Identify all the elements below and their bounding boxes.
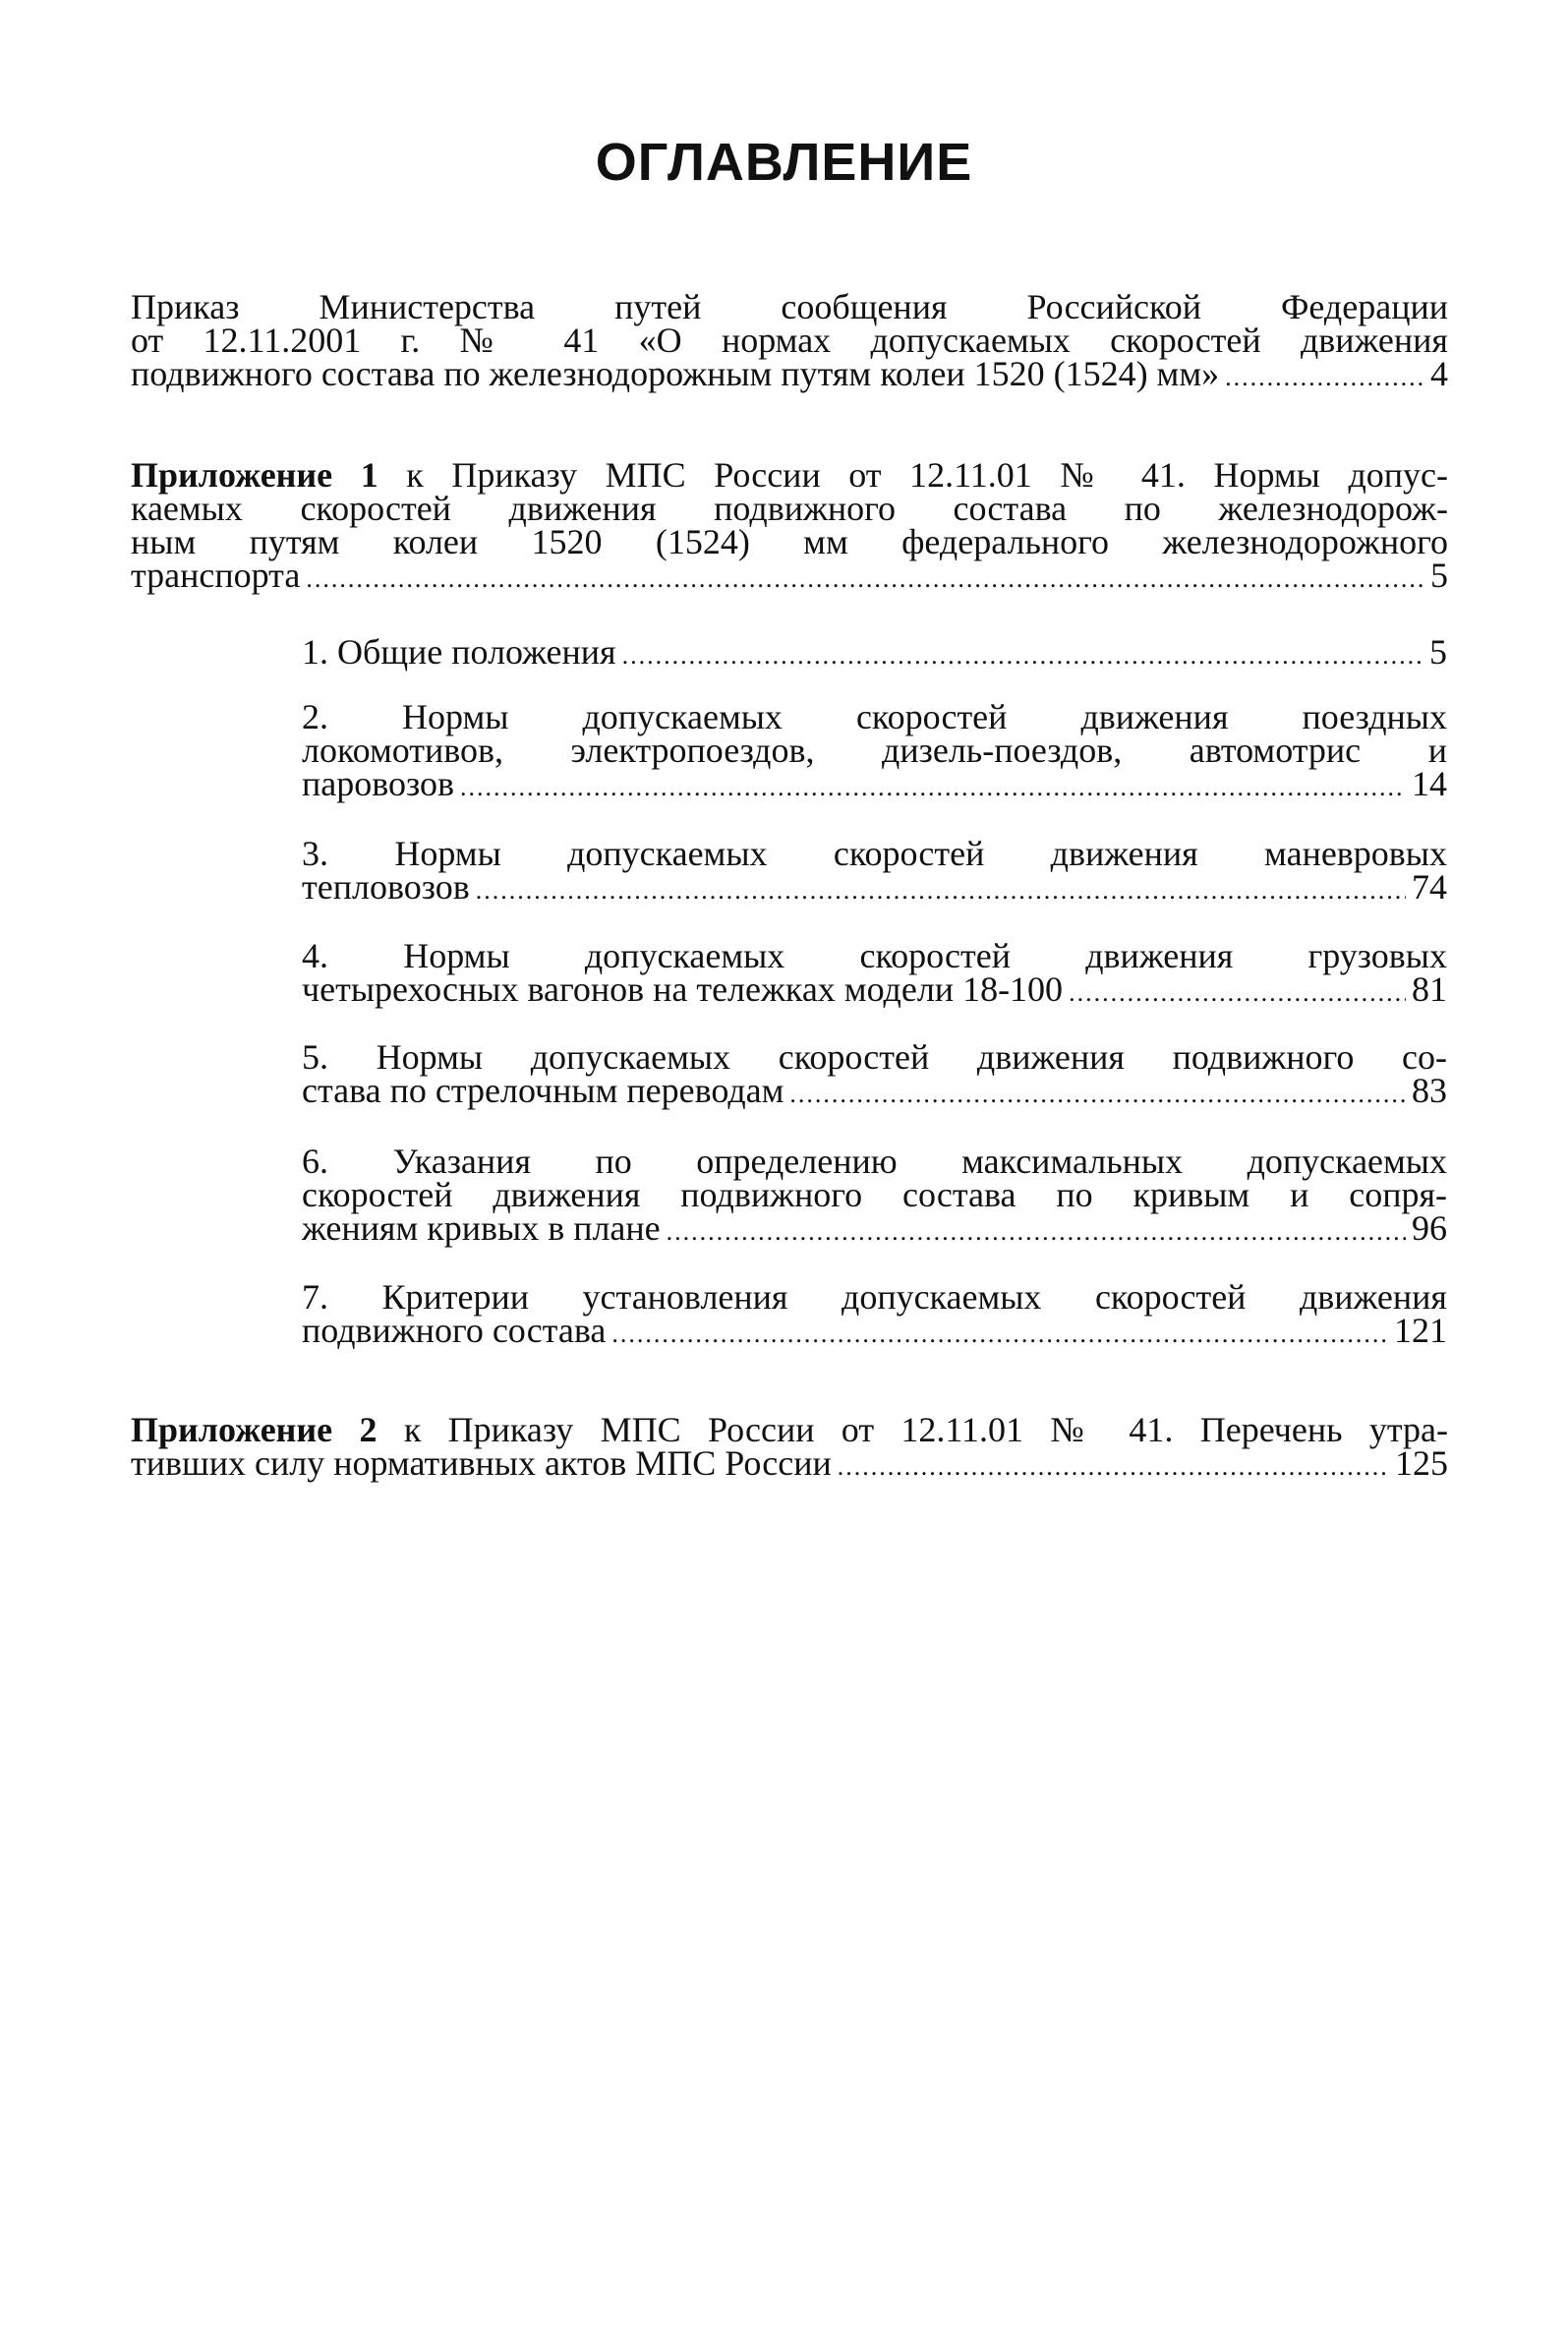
page-number: 81 xyxy=(1412,969,1447,1009)
page-number: 5 xyxy=(1430,556,1448,595)
toc-entry-text: тепловозов xyxy=(302,867,470,907)
appendix-label: Приложение 1 xyxy=(131,455,378,495)
toc-entry-lastline xyxy=(302,1311,1447,1351)
toc-entry-line: 7. Критерии установления допускаемых скоростей движения xyxy=(302,1277,1447,1317)
toc-entry-lastline xyxy=(131,1443,1448,1484)
dot-leader xyxy=(838,1450,1389,1484)
appendix-label: Приложение 2 xyxy=(131,1410,377,1449)
toc-entry-text: паровозов xyxy=(302,764,455,803)
toc-entry-order[interactable] xyxy=(131,287,1448,394)
toc-entry-section-3[interactable] xyxy=(302,834,1447,908)
dot-leader xyxy=(476,874,1406,908)
page-number: 96 xyxy=(1412,1208,1447,1248)
page-number: 14 xyxy=(1412,764,1447,803)
toc-entry-line: Приказ Министерства путей сообщения Российской Федерации xyxy=(131,287,1448,326)
toc-entry-text: 1. Общие положения xyxy=(302,632,616,672)
toc-entry-line xyxy=(131,1410,1449,1449)
page-number: 125 xyxy=(1395,1443,1448,1483)
page-number: 121 xyxy=(1394,1311,1447,1350)
toc-entry-line xyxy=(131,455,1448,495)
toc-entry-section-1[interactable] xyxy=(302,632,1447,673)
toc-entry-text: транспорта xyxy=(131,556,301,595)
toc-entry-lastline xyxy=(302,1071,1447,1111)
toc-entry-section-2[interactable] xyxy=(302,697,1447,804)
toc-entry-line: 2. Нормы допускаемых скоростей движения поездных xyxy=(302,697,1447,736)
dot-leader xyxy=(1225,361,1424,394)
toc-entry-lastline xyxy=(131,558,1448,596)
dot-leader xyxy=(622,639,1423,673)
toc-entry-line: 4. Нормы допускаемых скоростей движения грузовых xyxy=(302,936,1447,975)
toc-entry-lastline xyxy=(302,1208,1447,1249)
toc-entry-appendix-1[interactable] xyxy=(131,455,1448,596)
toc-entry-section-7[interactable] xyxy=(302,1277,1447,1351)
page-number: 83 xyxy=(1412,1071,1447,1110)
toc-entry-line: локомотивов, электропоездов, дизель-поездов, автомотрис и xyxy=(302,731,1447,770)
toc-entry-line-rest: к Приказу МПС России от 12.11.01 № 41. Перечень утра- xyxy=(403,1410,1449,1449)
dot-leader xyxy=(667,1215,1406,1249)
toc-entry-text: подвижного состава xyxy=(302,1311,607,1350)
toc-entry-lastline xyxy=(131,354,1448,394)
toc-entry-lastline xyxy=(302,632,1447,673)
dot-leader xyxy=(306,562,1424,596)
page-number: 4 xyxy=(1430,354,1448,393)
dot-leader xyxy=(1069,976,1406,1010)
toc-entry-lastline xyxy=(302,867,1447,908)
toc-entry-lastline xyxy=(302,764,1447,804)
toc-entry-line: от 12.11.2001 г. № 41 «О нормах допускаемых скоростей движения xyxy=(131,321,1448,360)
toc-entry-section-4[interactable] xyxy=(302,936,1447,1010)
toc-entry-section-5[interactable] xyxy=(302,1037,1447,1111)
page-number: 5 xyxy=(1429,632,1447,672)
toc-entry-lastline xyxy=(302,969,1447,1010)
toc-entry-line: 5. Нормы допускаемых скоростей движения подвижного со- xyxy=(302,1037,1447,1077)
toc-entry-line: скоростей движения подвижного состава по кривым и сопря- xyxy=(302,1175,1447,1214)
toc-entry-text: подвижного состава по железнодорожным путям колеи 1520 (1524) мм» xyxy=(131,354,1220,393)
toc-entry-line-rest: к Приказу МПС России от 12.11.01 № 41. Нормы допус- xyxy=(406,455,1448,495)
dot-leader xyxy=(789,1078,1406,1111)
toc-entry-line: каемых скоростей движения подвижного состава по железнодорож- xyxy=(131,489,1448,528)
dot-leader xyxy=(611,1318,1388,1351)
toc-entry-appendix-2[interactable] xyxy=(131,1410,1449,1484)
toc-entry-line: ным путям колеи 1520 (1524) мм федерального железнодорожного xyxy=(131,522,1448,561)
toc-entry-text: четырехосных вагонов на тележках модели 18-100 xyxy=(302,969,1064,1009)
toc-entry-text: тивших силу нормативных актов МПС России xyxy=(131,1443,832,1483)
toc-entry-section-6[interactable] xyxy=(302,1144,1447,1249)
toc-entry-line: 6. Указания по определению максимальных допускаемых xyxy=(302,1142,1447,1181)
toc-entry-text: жениям кривых в плане xyxy=(302,1208,661,1248)
dot-leader xyxy=(460,771,1406,804)
toc-entry-line: 3. Нормы допускаемых скоростей движения маневровых xyxy=(302,834,1447,873)
page-number: 74 xyxy=(1412,867,1447,907)
toc-entry-text: става по стрелочным переводам xyxy=(302,1071,784,1110)
page-title: ОГЛАВЛЕНИЕ xyxy=(595,133,973,192)
